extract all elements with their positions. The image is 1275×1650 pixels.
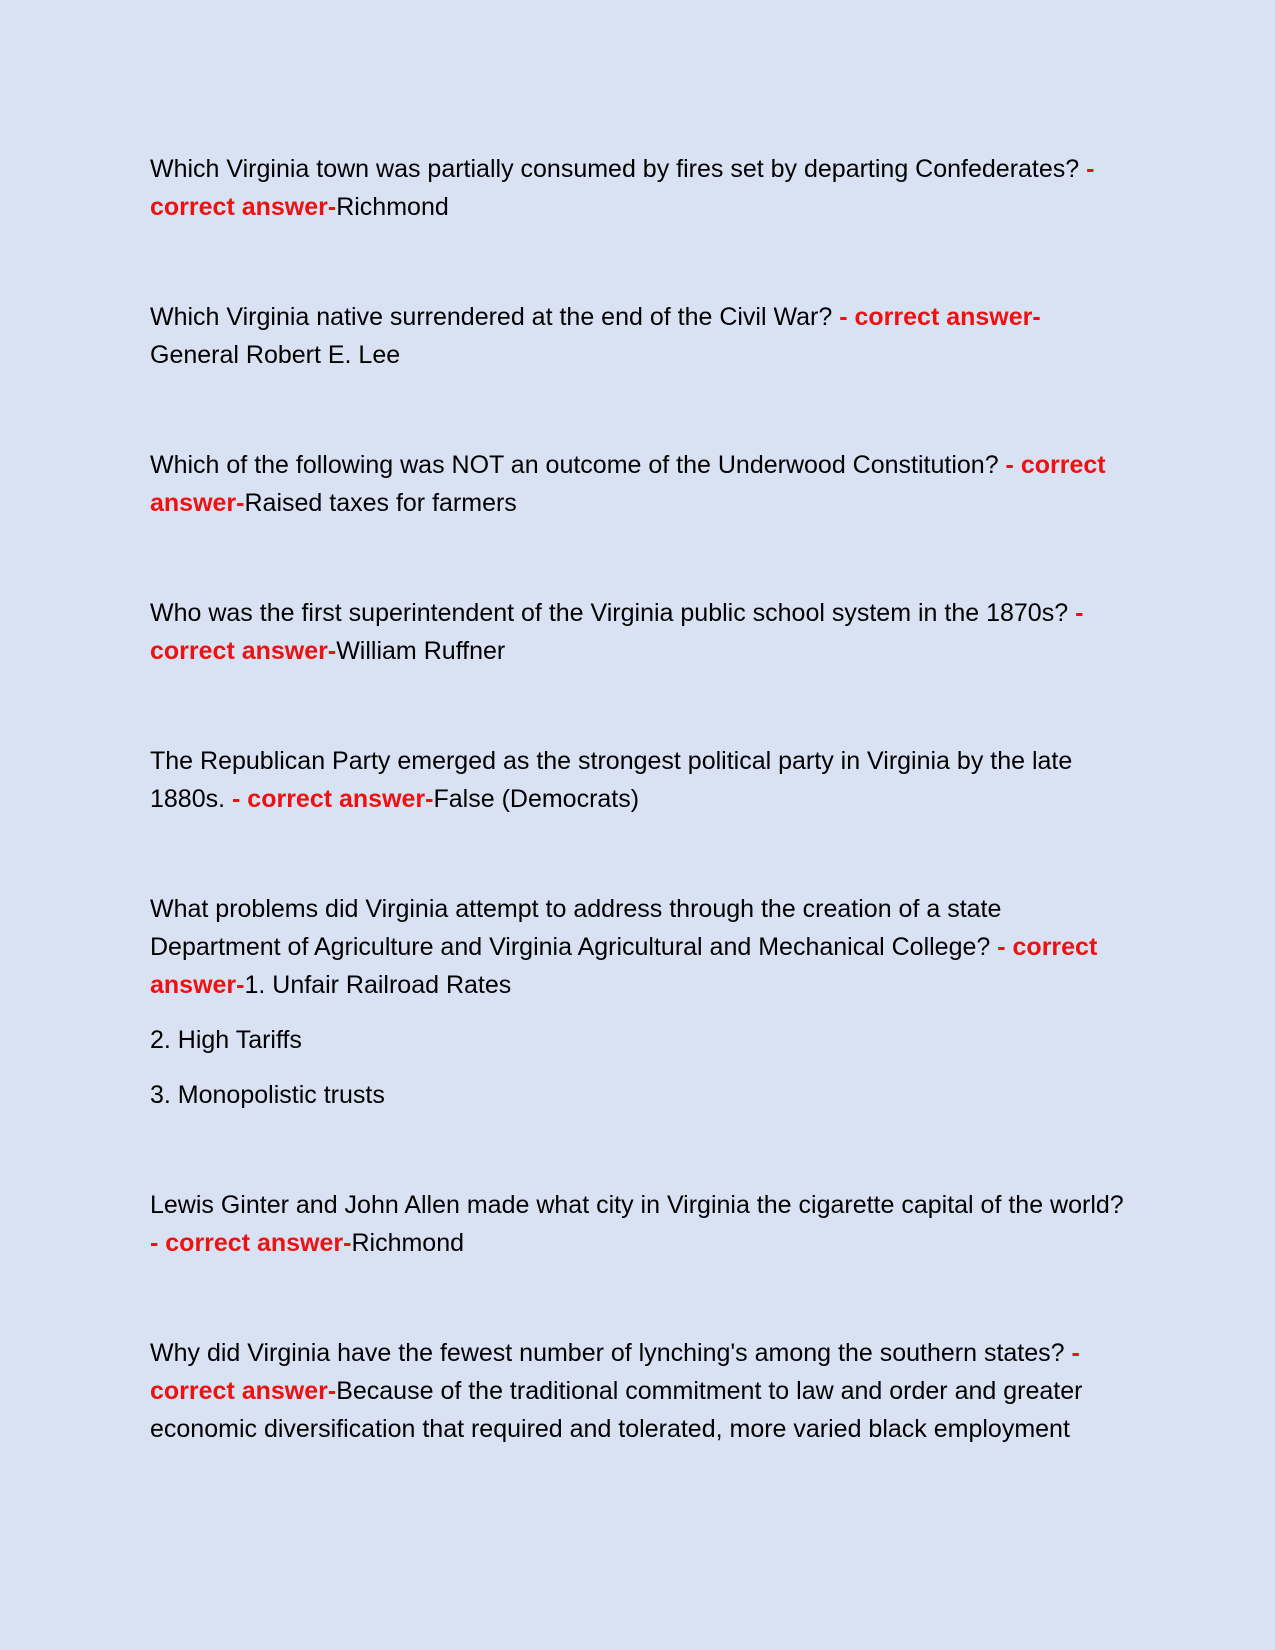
answer-text: William Ruffner bbox=[336, 637, 506, 665]
answer-text: Richmond bbox=[336, 193, 449, 221]
qa-item-6 bbox=[150, 890, 1125, 1114]
answer-text: False (Democrats) bbox=[433, 785, 640, 813]
question-text: Which Virginia native surrendered at the end of the Civil War? bbox=[150, 303, 840, 331]
answer-marker: - correct answer- bbox=[232, 785, 434, 813]
qa-item-1 bbox=[150, 150, 1125, 226]
answer-list-item: 2. High Tariffs bbox=[150, 1026, 302, 1054]
answer-text: General Robert E. Lee bbox=[150, 341, 401, 369]
question-text: Who was the first superintendent of the Virginia public school system in the 1870s? bbox=[150, 599, 1076, 627]
question-text: Which Virginia town was partially consumed by fires set by departing Confederates? bbox=[150, 155, 1087, 183]
question-text: The Republican Party emerged as the strongest political party in Virginia by the late 1880s. bbox=[150, 747, 1073, 813]
question-text: Why did Virginia have the fewest number of lynching's among the southern states? bbox=[150, 1339, 1072, 1367]
qa-item-5 bbox=[150, 742, 1125, 818]
answer-text: 1. Unfair Railroad Rates bbox=[244, 971, 512, 999]
answer-marker: - correct answer- bbox=[150, 451, 1106, 517]
qa-item-3 bbox=[150, 446, 1125, 522]
answer-text: Richmond bbox=[351, 1229, 465, 1257]
question-text: Which of the following was NOT an outcome of the Underwood Constitution? bbox=[150, 451, 1006, 479]
question-text: Lewis Ginter and John Allen made what city in Virginia the cigarette capital of the world? bbox=[150, 1191, 1124, 1219]
answer-marker: - correct answer- bbox=[150, 1229, 352, 1257]
answer-marker: - correct answer- bbox=[150, 1339, 1080, 1405]
answer-marker: - correct answer- bbox=[150, 933, 1098, 999]
answer-marker: - correct answer- bbox=[150, 599, 1084, 665]
qa-item-4 bbox=[150, 594, 1125, 670]
answer-text: Because of the traditional commitment to law and order and greater economic diversification that required and tolerated, more varied black employment bbox=[150, 1377, 1083, 1443]
answer-marker: - correct answer- bbox=[150, 155, 1095, 221]
qa-item-7 bbox=[150, 1186, 1125, 1262]
answer-list-item: 3. Monopolistic trusts bbox=[150, 1081, 385, 1109]
answer-marker: - correct answer- bbox=[839, 303, 1041, 331]
qa-item-2 bbox=[150, 298, 1125, 374]
qa-item-8 bbox=[150, 1334, 1125, 1448]
question-text: What problems did Virginia attempt to address through the creation of a state Department of Agriculture and Virginia Agricultural and Mechanical College? bbox=[150, 895, 1002, 961]
answer-text: Raised taxes for farmers bbox=[244, 489, 517, 517]
